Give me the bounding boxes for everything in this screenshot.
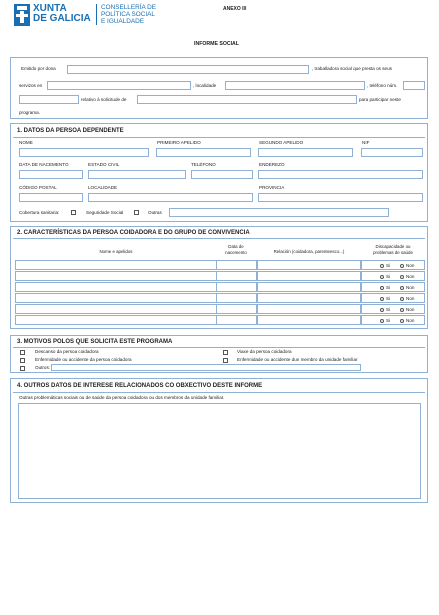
primeiro-apelido-input[interactable] xyxy=(156,148,251,157)
telefono-intro-label: , teléfono núm. xyxy=(367,83,398,88)
telefono-cont-input[interactable] xyxy=(19,95,79,104)
checkbox-cobertura[interactable] xyxy=(71,210,76,215)
provincia-input[interactable] xyxy=(258,193,423,202)
segundo-apelido-input[interactable] xyxy=(258,148,353,157)
cell-relacion[interactable] xyxy=(257,271,361,281)
cell-discapacidade xyxy=(361,304,425,314)
opt-enfermidade-familiar-label: Enfermidade ou accidente dun membro da unidade familiar xyxy=(237,357,358,362)
localidade-label: LOCALIDADE xyxy=(88,185,118,190)
cell-relacion[interactable] xyxy=(257,260,361,270)
si-label: Si xyxy=(386,285,391,290)
cell-discapacidade xyxy=(361,282,425,292)
cell-discapacidade xyxy=(361,315,425,325)
cobertura-label: Cobertura sanitaria: xyxy=(19,210,60,215)
programa-label: programa. xyxy=(19,110,40,115)
codigo-postal-label: CÓDIGO POSTAL xyxy=(19,185,57,190)
outros-input[interactable] xyxy=(51,364,361,371)
telefono-input[interactable] xyxy=(191,170,253,179)
opt-enfermidade-coidadora-label: Enfermidade ou accidente da persoa coidadora xyxy=(35,357,132,362)
non-label: Non xyxy=(406,296,415,301)
si-radio[interactable] xyxy=(380,286,384,290)
department-name xyxy=(101,4,156,25)
section-2-divider xyxy=(13,238,425,239)
dept-line-3: E IGUALDADE xyxy=(101,18,144,25)
cell-data[interactable] xyxy=(216,282,257,292)
annex-label: ANEXO III xyxy=(223,6,247,12)
emitido-label: Emitido por dona xyxy=(21,66,56,71)
cell-discapacidade xyxy=(361,271,425,281)
col-header-discapacidade xyxy=(361,244,425,255)
opt-viaxe-label: Viaxe da persoa coidadora xyxy=(237,349,292,354)
section-3-divider xyxy=(13,347,425,348)
section-1-title: 1. DATOS DA PERSOA DEPENDENTE xyxy=(17,128,124,134)
dept-line-1: CONSELLERÍA DE xyxy=(101,4,157,11)
non-radio[interactable] xyxy=(400,275,404,279)
non-label: Non xyxy=(406,285,415,290)
si-label: Si xyxy=(386,263,391,268)
estado-civil-label: ESTADO CIVIL xyxy=(88,162,120,167)
cell-discapacidade xyxy=(361,260,425,270)
localidade-intro-input[interactable] xyxy=(225,81,365,90)
nome-input[interactable] xyxy=(19,148,149,157)
non-radio[interactable] xyxy=(400,319,404,323)
estado-civil-input[interactable] xyxy=(88,170,186,179)
col-header-relacion: Relación (coidadora, parenteesco...) xyxy=(273,249,345,254)
cell-relacion[interactable] xyxy=(257,282,361,292)
cell-data[interactable] xyxy=(216,271,257,281)
col-header-disc-line1: Discapacidade ou xyxy=(375,244,411,249)
section-4-subtitle: Outras problemáticas sociais ou de saúde da persoa coidadora ou dos membros da unidade familiar. xyxy=(19,395,225,400)
cell-data[interactable] xyxy=(216,304,257,314)
cell-discapacidade xyxy=(361,293,425,303)
col-header-data-line2: nacemento xyxy=(225,249,247,255)
cell-nome[interactable] xyxy=(15,282,217,292)
si-radio[interactable] xyxy=(380,319,384,323)
section-2-title: 2. CARACTERÍSTICAS DA PERSOA COIDADORA E DO GRUPO DE CONVIVENCIA xyxy=(17,230,250,236)
nome-label: NOME xyxy=(19,140,33,145)
xunta-logo xyxy=(14,4,30,26)
section-3-title: 3. MOTIVOS POLOS QUE SOLICITA ESTE PROGRAMA xyxy=(17,339,173,345)
outros-datos-textarea[interactable] xyxy=(18,403,421,499)
checkbox-descanso[interactable] xyxy=(20,350,25,355)
cell-nome[interactable] xyxy=(15,293,217,303)
col-header-data xyxy=(216,244,256,255)
non-radio[interactable] xyxy=(400,297,404,301)
telefono-label: TELÉFONO xyxy=(191,162,216,167)
data-nacemento-label: DATA DE NACEMENTO xyxy=(19,162,69,167)
checkbox-enfermidade-familiar[interactable] xyxy=(223,358,228,363)
cell-nome[interactable] xyxy=(15,260,217,270)
localidade-intro-label: , localidade xyxy=(193,83,217,88)
enderezo-input[interactable] xyxy=(258,170,423,179)
telefono-intro-input[interactable] xyxy=(403,81,425,90)
codigo-postal-input[interactable] xyxy=(19,193,83,202)
section-1 xyxy=(10,123,428,222)
si-radio[interactable] xyxy=(380,297,384,301)
checkbox-viaxe[interactable] xyxy=(223,350,228,355)
data-nacemento-input[interactable] xyxy=(19,170,83,179)
opt-descanso-label: Descanso da persoa coidadora xyxy=(35,349,99,354)
si-radio[interactable] xyxy=(380,275,384,279)
para-label: para participar neste xyxy=(359,97,401,102)
cell-relacion[interactable] xyxy=(257,304,361,314)
primeiro-apelido-label: PRIMEIRO APELIDO xyxy=(157,140,201,145)
org-line-1: XUNTA xyxy=(33,3,67,14)
header-divider xyxy=(96,4,97,25)
non-label: Non xyxy=(406,307,415,312)
servizos-label: servizos en xyxy=(19,83,43,88)
traballadora-label: , traballadora social que presta os seus xyxy=(312,66,392,71)
non-label: Non xyxy=(406,274,415,279)
section-4-title: 4. OUTROS DATOS DE INTERESE RELACIONADOS CO OBXECTIVO DESTE INFORME xyxy=(17,383,263,389)
non-radio[interactable] xyxy=(400,286,404,290)
si-radio[interactable] xyxy=(380,308,384,312)
org-name xyxy=(33,4,91,24)
page-title: INFORME SOCIAL xyxy=(194,41,239,47)
solicitude-input[interactable] xyxy=(137,95,357,104)
cell-relacion[interactable] xyxy=(257,293,361,303)
section-4-divider xyxy=(13,392,425,393)
non-radio[interactable] xyxy=(400,308,404,312)
si-label: Si xyxy=(386,307,391,312)
nif-label: NIF xyxy=(362,140,370,145)
cell-data[interactable] xyxy=(216,315,257,325)
provincia-label: PROVINCIA xyxy=(259,185,285,190)
non-label: Non xyxy=(406,318,415,323)
xunta-emblem-icon xyxy=(14,4,30,26)
si-radio[interactable] xyxy=(380,264,384,268)
section-3 xyxy=(10,335,428,373)
section-2 xyxy=(10,226,428,329)
col-header-nome: Nome e apelidos xyxy=(99,249,133,254)
relativo-label: relativo á solicitude de xyxy=(81,97,127,102)
non-radio[interactable] xyxy=(400,264,404,268)
outras-input[interactable] xyxy=(169,208,389,217)
section-4 xyxy=(10,378,428,503)
col-header-disc-line2: problemas de saúde xyxy=(373,249,413,255)
cell-data[interactable] xyxy=(216,260,257,270)
servizos-input[interactable] xyxy=(47,81,191,90)
org-line-2: DE GALICIA xyxy=(33,13,91,24)
col-header-data-line1: Data de xyxy=(228,244,244,249)
intro-section xyxy=(10,57,428,119)
outras-label: Outras xyxy=(148,210,162,215)
segundo-apelido-label: SEGUNDO APELIDO xyxy=(259,140,304,145)
cell-nome[interactable] xyxy=(15,271,217,281)
cell-relacion[interactable] xyxy=(257,315,361,325)
enderezo-label: ENDEREZO xyxy=(259,162,285,167)
si-label: Si xyxy=(386,296,391,301)
checkbox-enfermidade-coidadora[interactable] xyxy=(20,358,25,363)
cell-nome[interactable] xyxy=(15,315,217,325)
non-label: Non xyxy=(406,263,415,268)
localidade-input[interactable] xyxy=(88,193,253,202)
si-label: Si xyxy=(386,274,391,279)
checkbox-seguridade-social[interactable] xyxy=(134,210,139,215)
cell-data[interactable] xyxy=(216,293,257,303)
nif-input[interactable] xyxy=(361,148,423,157)
section-1-divider xyxy=(13,137,425,138)
checkbox-outros[interactable] xyxy=(20,366,25,371)
opt-outros-label: Outros: xyxy=(35,365,51,370)
si-label: Si xyxy=(386,318,391,323)
seguridade-label: Seguridade Social xyxy=(86,210,124,215)
dept-line-2: POLÍTICA SOCIAL xyxy=(101,11,155,18)
cell-nome[interactable] xyxy=(15,304,217,314)
emitido-input[interactable] xyxy=(67,65,309,74)
